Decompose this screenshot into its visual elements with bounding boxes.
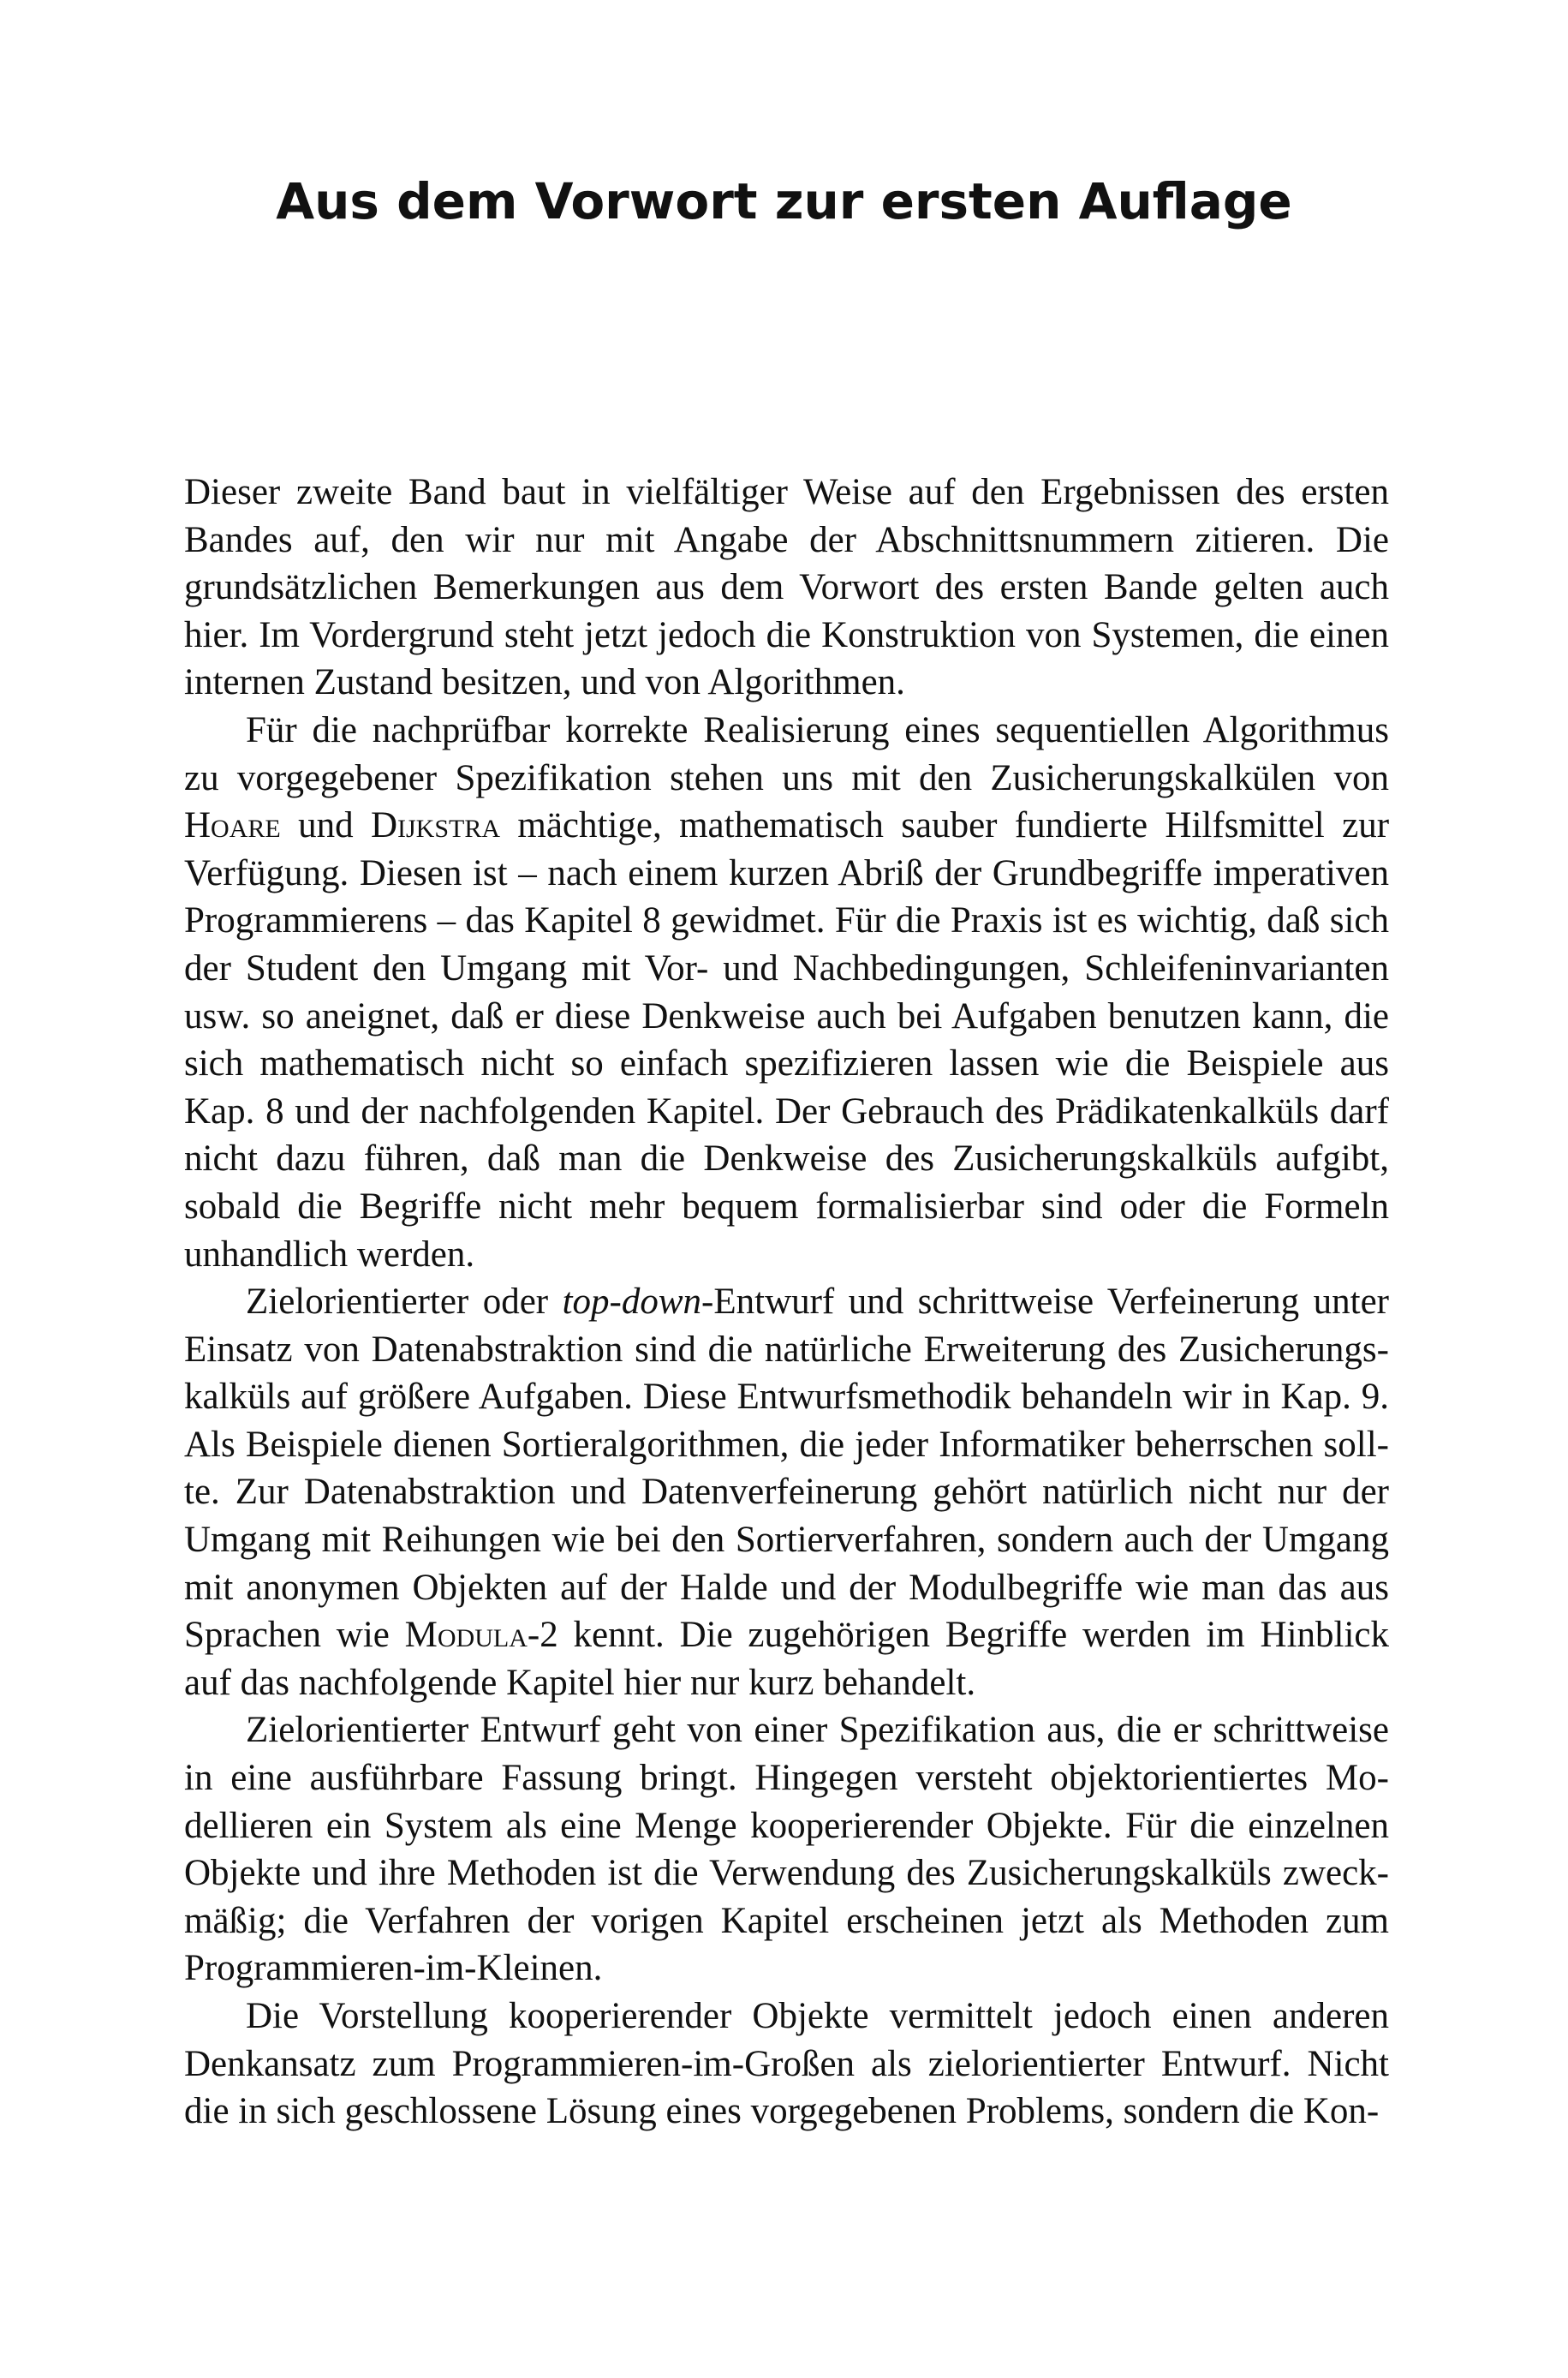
text-run: Für die nachprüfbar korrekte Realisierung eines sequentiellen Algorithmus zu vorgegebener Spezifikation stehen uns mit den Zusicherungskalkülen von: [184, 709, 1389, 798]
paragraph: [184, 1278, 1389, 1706]
paragraph: [184, 469, 1389, 707]
text-run: und: [280, 805, 371, 846]
author-name: Dijkstra: [370, 805, 501, 846]
text-run: Dieser zweite Band baut in vielfältiger Weise auf den Ergebnissen des ersten Bandes auf, den wir nur mit Angabe der Abschnittsnummern zitieren. Die grundsätzlichen Bemerkungen aus dem Vorwort des ersten Bande gelten auch hier. Im Vordergrund steht jetzt jedoch die Konstruktion von Systemen, die einen internen Zustand besitzen, und von Algorithmen.: [184, 472, 1389, 703]
text-run: -Entwurf und schrittweise Verfeinerung unter Einsatz von Datenabstraktion sind die natürliche Erweiterung des Zusicherungskalküls auf größere Aufgaben. Diese Entwurfsmethodik behandeln wir in Kap. 9. Als Beispiele dienen Sortieralgorithmen, die jeder Informatiker beherrschen sollte. Zur Datenabstraktion und Datenverfeinerung gehört natürlich nicht nur der Umgang mit Reihungen wie bei den Sortierverfahren, sondern auch der Umgang mit anonymen Objekten auf der Halde und der Modulbegriffe wie man das aus Sprachen wie: [184, 1282, 1389, 1656]
paragraph: [184, 707, 1389, 1278]
text-run: -2 kennt. Die zugehörigen Begriffe werden im Hinblick auf das nachfolgende Kapitel hier nur kurz behandelt.: [184, 1615, 1390, 1703]
page-title: Aus dem Vorwort zur ersten Auflage: [276, 172, 1292, 230]
text-run: mächtige, mathematisch sauber fundierte Hilfsmittel zur Verfügung. Diesen ist – nach einem kurzen Abriß der Grundbegriffe imperativen Programmierens – das Kapitel 8 gewidmet. Für die Praxis ist es wichtig, daß sich der Student den Umgang mit Vor- und Nachbedingungen, Schleifeninvarianten usw. so aneignet, daß er diese Denkweise auch bei Aufgaben benutzen kann, die sich mathematisch nicht so einfach spezifizieren lassen wie die Beispiele aus Kap. 8 und der nachfolgenden Kapitel. Der Gebrauch des Prädikatenkalküls darf nicht dazu führen, daß man die Denkweise des Zusicherungskalküls aufgibt, sobald die Begriffe nicht mehr bequem formalisierbar sind oder die Formeln unhandlich werden.: [184, 805, 1390, 1275]
language-name: Modula: [404, 1615, 528, 1656]
text-run: Die Vorstellung kooperierender Objekte vermittelt jedoch einen anderen Denkansatz zum Programmieren-im-Großen als zielorientierter Entwurf. Nicht die in sich geschlossene Lösung eines vorgegebenen Problems, sondern die Kon-: [184, 1996, 1389, 2132]
emphasis: top-down: [562, 1282, 702, 1323]
paragraph: [184, 1993, 1389, 2136]
author-name: Hoare: [184, 805, 281, 846]
paragraph: [184, 1706, 1389, 1993]
body-text: [184, 469, 1389, 2136]
text-run: Zielorientierter oder: [246, 1282, 563, 1323]
text-run: Zielorientierter Entwurf geht von einer Spezifikation aus, die er schrittweise in eine ausführbare Fassung bringt. Hingegen versteht objektorientiertes Modellieren ein System als eine Menge kooperierender Objekte. Für die einzelnen Objekte und ihre Methoden ist die Verwendung des Zusicherungskalküls zweckmäßig; die Verfahren der vorigen Kapitel erscheinen jetzt als Methoden zum Programmieren-im-Kleinen.: [184, 1710, 1389, 1989]
